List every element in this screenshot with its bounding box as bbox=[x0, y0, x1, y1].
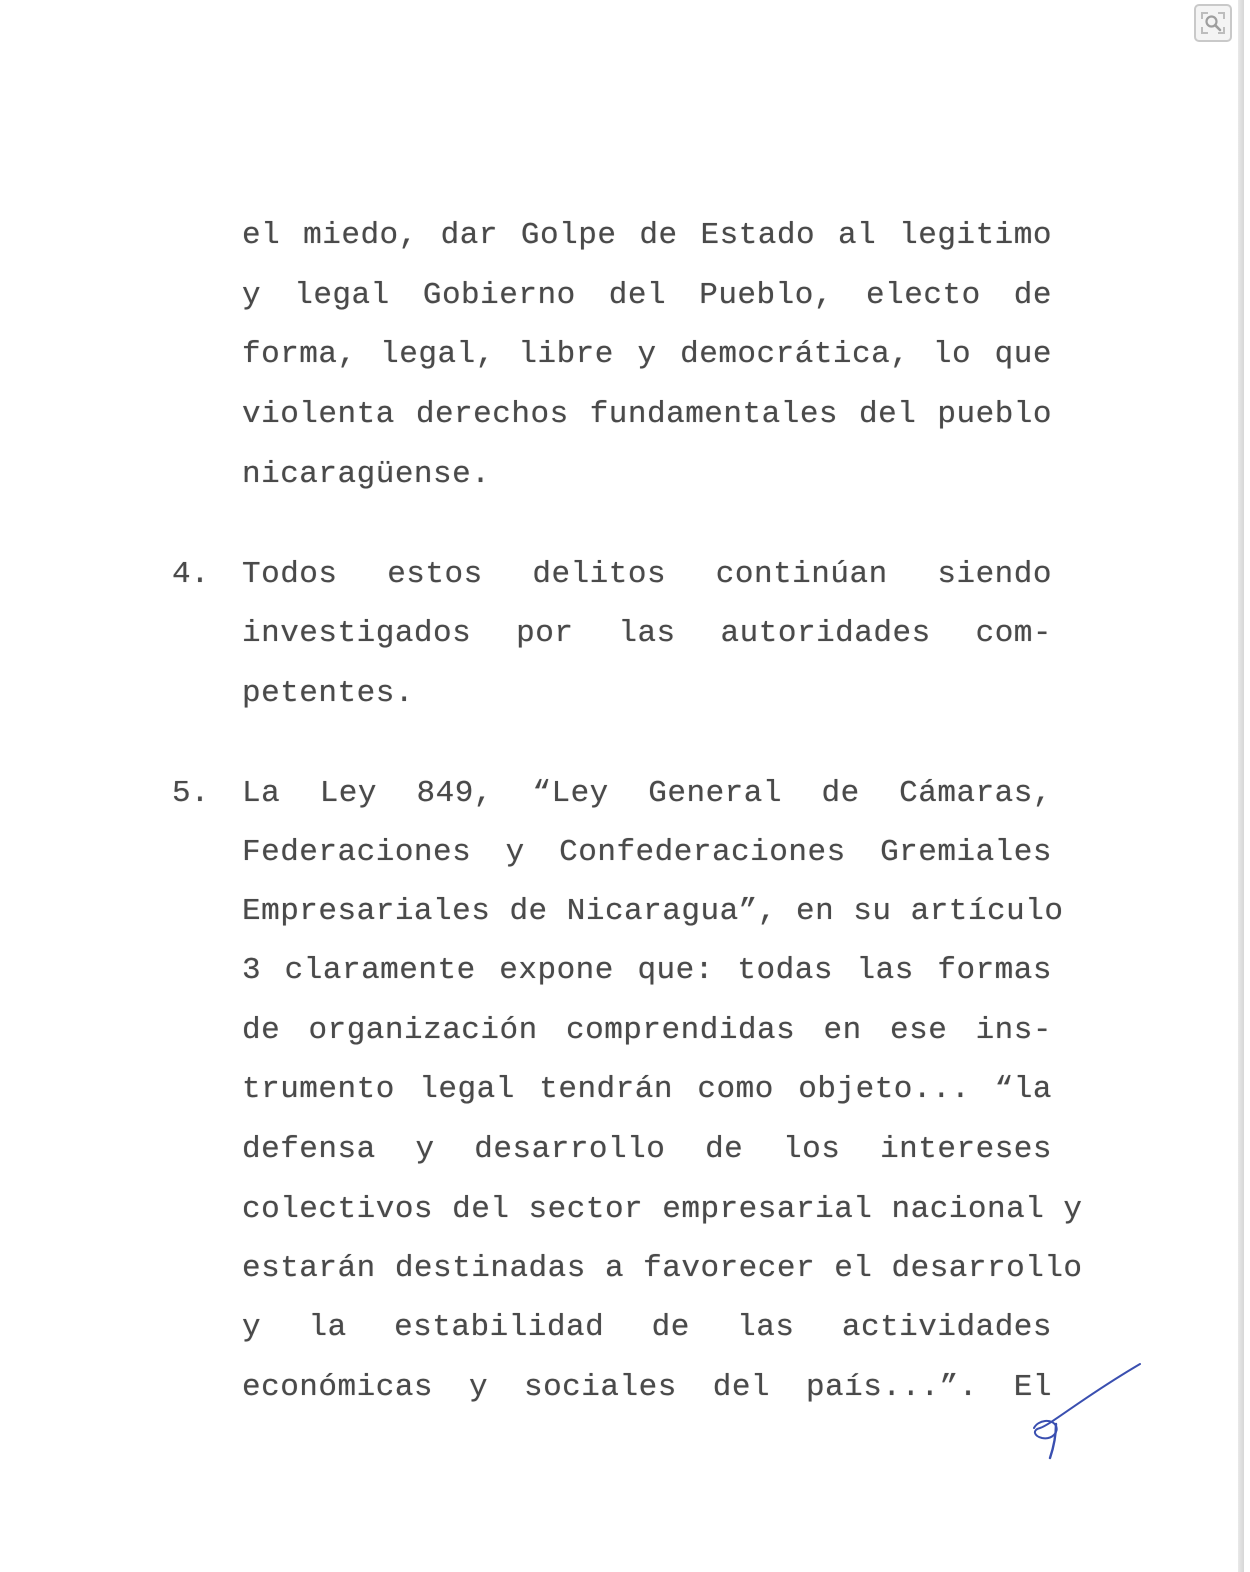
item-5-line-3: Empresariales de Nicaragua”, en su artículo bbox=[242, 894, 1064, 929]
item-5-line-7: defensa y desarrollo de los intereses bbox=[242, 1132, 1052, 1167]
item-5-number: 5. bbox=[172, 776, 210, 811]
item-5-line-10: y la estabilidad de las actividades bbox=[242, 1310, 1052, 1345]
item-5-line-11: económicas y sociales del país...”. El bbox=[242, 1370, 1052, 1405]
continuation-line-4: violenta derechos fundamentales del pueblo bbox=[242, 397, 1052, 432]
item-5-line-2: Federaciones y Confederaciones Gremiales bbox=[242, 835, 1052, 870]
item-4-line-1: Todos estos delitos continúan siendo bbox=[242, 557, 1052, 592]
page-edge bbox=[1238, 0, 1244, 1572]
item-5-line-4: 3 claramente expone que: todas las formas bbox=[242, 953, 1052, 988]
item-5-line-6: trumento legal tendrán como objeto... “la bbox=[242, 1072, 1052, 1107]
item-5-line-1: La Ley 849, “Ley General de Cámaras, bbox=[242, 776, 1052, 811]
item-5-line-8: colectivos del sector empresarial nacional y bbox=[242, 1192, 1083, 1227]
item-4-number: 4. bbox=[172, 557, 210, 592]
zoom-button[interactable] bbox=[1194, 4, 1232, 42]
item-5-line-5: de organización comprendidas en ese ins- bbox=[242, 1013, 1052, 1048]
continuation-line-1: el miedo, dar Golpe de Estado al legitimo bbox=[242, 218, 1052, 253]
zoom-magnifier-icon bbox=[1196, 6, 1230, 40]
continuation-line-2: y legal Gobierno del Pueblo, electo de bbox=[242, 278, 1052, 313]
handwritten-signature bbox=[1022, 1358, 1146, 1466]
continuation-line-5: nicaragüense. bbox=[242, 457, 491, 492]
item-5-line-9: estarán destinadas a favorecer el desarrollo bbox=[242, 1251, 1083, 1286]
item-4-line-2: investigados por las autoridades com- bbox=[242, 616, 1052, 651]
item-4-line-3: petentes. bbox=[242, 676, 414, 711]
continuation-line-3: forma, legal, libre y democrática, lo que bbox=[242, 337, 1052, 372]
